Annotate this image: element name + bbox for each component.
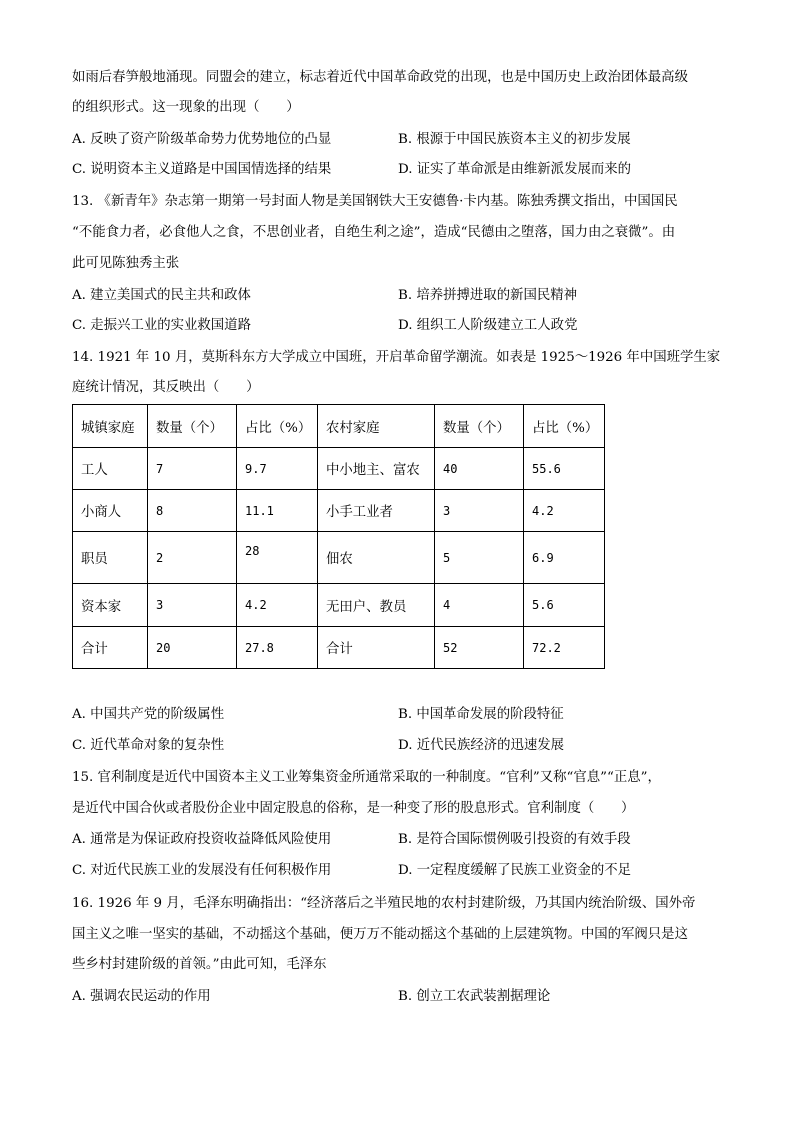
table-cell: 28 [237,532,318,584]
table-cell: 佃农 [318,532,435,584]
table-cell: 9.7 [237,448,318,490]
q14-option-d: D. 近代民族经济的迅速发展 [398,738,565,753]
q15-option-a: A. 通常是为保证政府投资收益降低风险使用 [72,832,332,847]
q16-stem-line-2: 国主义之唯一坚实的基础，不动摇这个基础，便万万不能动摇这个基础的上层建筑物。中国的军阀只是这 [72,927,688,942]
q13-option-d: D. 组织工人阶级建立工人政党 [398,318,578,333]
table-cell: 中小地主、富农 [318,448,435,490]
table-cell: 合计 [318,627,435,669]
table-cell: 合计 [73,627,148,669]
table-cell: 小商人 [73,490,148,532]
header-cell: 城镇家庭 [73,405,148,448]
q12-option-c: C. 说明资本主义道路是中国国情选择的结果 [72,162,332,177]
q16-stem-line-1: 16. 1926 年 9 月，毛泽东明确指出：“经济落后之半殖民地的农村封建阶级，乃其国内统治阶级、国外帝 [72,896,696,911]
q14-stem-line-1: 14. 1921 年 10 月，莫斯科东方大学成立中国班，开启革命留学潮流。如表是 1925～1926 年中国班学生家 [72,350,721,365]
header-cell: 农村家庭 [318,405,435,448]
q12-option-b: B. 根源于中国民族资本主义的初步发展 [398,132,631,147]
q12-stem-line-2: 的组织形式。这一现象的出现（ ） [72,100,300,115]
table-body [73,405,605,669]
table-total-row [73,627,605,669]
q13-option-c: C. 走振兴工业的实业救国道路 [72,318,251,333]
q15-stem-line-2: 是近代中国合伙或者股份企业中固定股息的俗称，是一种变了形的股息形式。官利制度（ ） [72,801,635,816]
table-cell: 11.1 [237,490,318,532]
table-cell: 小手工业者 [318,490,435,532]
table-cell: 72.2 [524,627,605,669]
table-cell: 无田户、教员 [318,584,435,627]
table-cell: 4.2 [524,490,605,532]
header-cell: 数量（个） [435,405,524,448]
q15-option-c: C. 对近代民族工业的发展没有任何积极作用 [72,863,332,878]
q12-option-d: D. 证实了革命派是由维新派发展而来的 [398,162,632,177]
table-row [73,532,605,584]
table-cell: 2 [148,532,237,584]
q14-stem-line-2: 庭统计情况，其反映出（ ） [72,380,260,395]
q13-stem-line-1: 13. 《新青年》杂志第一期第一号封面人物是美国钢铁大王安德鲁·卡内基。陈独秀撰文指出，中国国民 [72,194,678,209]
table-cell: 27.8 [237,627,318,669]
table-cell: 4.2 [237,584,318,627]
q13-stem-line-2: “不能食力者，必食他人之食，不思创业者，自绝生利之途”，造成“民德由之堕落，国力由之衰微”。由 [72,225,676,240]
q15-stem-line-1: 15. 官利制度是近代中国资本主义工业筹集资金所通常采取的一种制度。“官利”又称“官息”“正息”， [72,770,661,785]
table-cell: 20 [148,627,237,669]
table-row [73,490,605,532]
q16-option-b: B. 创立工农武装割据理论 [398,989,551,1004]
q14-option-c: C. 近代革命对象的复杂性 [72,738,225,753]
table-cell: 40 [435,448,524,490]
q13-option-b: B. 培养拼搏进取的新国民精神 [398,288,578,303]
table-cell: 4 [435,584,524,627]
q16-option-a: A. 强调农民运动的作用 [72,989,211,1004]
table-cell: 7 [148,448,237,490]
q14-option-b: B. 中国革命发展的阶段特征 [398,707,564,722]
q15-option-b: B. 是符合国际惯例吸引投资的有效手段 [398,832,631,847]
table-cell: 55.6 [524,448,605,490]
q12-stem-line-1: 如雨后春笋般地涌现。同盟会的建立，标志着近代中国革命政党的出现，也是中国历史上政治团体最高级 [72,70,688,85]
q12-option-a: A. 反映了资产阶级革命势力优势地位的凸显 [72,132,332,147]
header-cell: 占比（%） [237,405,318,448]
table-cell: 52 [435,627,524,669]
table-cell: 8 [148,490,237,532]
q15-option-d: D. 一定程度缓解了民族工业资金的不足 [398,863,632,878]
table-cell: 工人 [73,448,148,490]
q13-stem-line-3: 此可见陈独秀主张 [72,256,180,271]
table-header-row [73,405,605,448]
q14-option-a: A. 中国共产党的阶级属性 [72,707,225,722]
table-cell: 资本家 [73,584,148,627]
table-cell: 职员 [73,532,148,584]
table-cell: 5.6 [524,584,605,627]
family-statistics-table [72,404,605,669]
table-cell: 5 [435,532,524,584]
table-cell: 3 [148,584,237,627]
table-row [73,584,605,627]
header-cell: 数量（个） [148,405,237,448]
table-cell: 3 [435,490,524,532]
table-cell: 6.9 [524,532,605,584]
q16-stem-line-3: 些乡村封建阶级的首领。”由此可知，毛泽东 [72,957,327,972]
header-cell: 占比（%） [524,405,605,448]
q13-option-a: A. 建立美国式的民主共和政体 [72,288,251,303]
table-row [73,448,605,490]
